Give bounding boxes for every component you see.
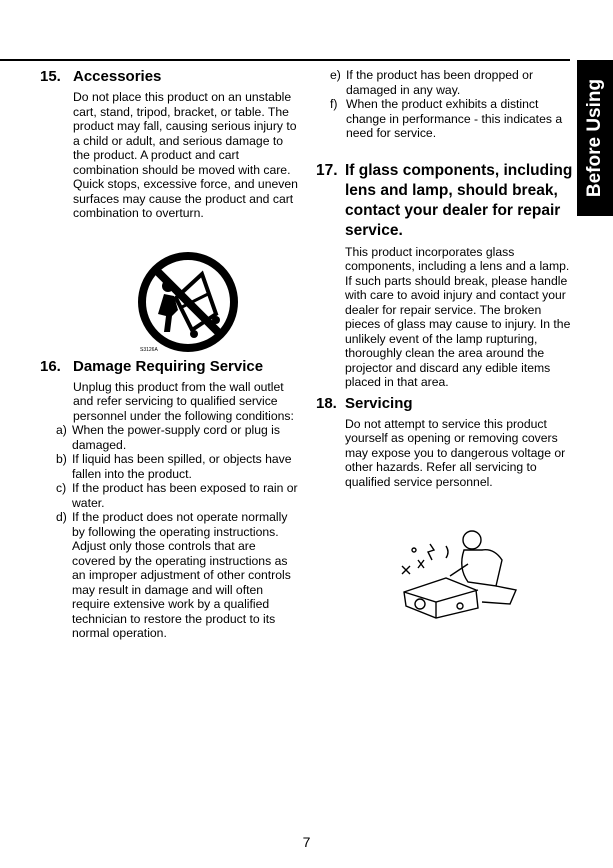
section-15-text: Do not place this product on an unstable cart, stand, tripod, bracket, or table. The product may fall, causing serious injury to a child or adult, and serious damage to the product. A product and cart combination should be moved with care. Quick stops, excessive force, and uneven surfaces may cause the product and cart combination to overturn. [73, 90, 298, 220]
section-17-number: 17. [316, 161, 338, 179]
servicing-hazard-illustration [398, 520, 520, 620]
cart-figure-code: S3126A [140, 347, 158, 353]
cart-tipover-warning-icon [136, 250, 240, 354]
section-18 [316, 395, 574, 490]
right-column [316, 68, 574, 489]
section-15-title: Accessories [73, 68, 162, 85]
section-15-number: 15. [40, 68, 61, 85]
header-rule [0, 59, 570, 61]
list-item-e: e) If the product has been dropped or damaged in any way. [330, 68, 534, 97]
list-item-c: c) If the product has been exposed to rain or water. [56, 481, 298, 510]
section-18-number: 18. [316, 394, 337, 412]
section-16-text: Unplug this product from the wall outlet and refer servicing to qualified service personnel under the following conditions: [73, 379, 294, 423]
list-item-d: d) If the product does not operate normally by following the operating instructions. Adjust only those controls that are covered by the operating instructions as an improper adjustment of other controls may result in damage and will often require extensive work by a qualified technician to restore the product to its normal operation. [56, 510, 291, 640]
section-16 [40, 358, 300, 641]
section-16-number: 16. [40, 357, 61, 375]
section-15 [40, 68, 300, 221]
section-18-text: Do not attempt to service this product yourself as opening or removing covers may expose you to dangerous voltage or other hazards. Refer all servicing to qualified service personnel. [345, 416, 566, 489]
section-17-text: This product incorporates glass components, including a lens and a lamp. If such parts should break, please handle with care to avoid injury and contact your dealer for repair service. The broken pieces of glass may cause to injury. In the unlikely event of the lamp rupturing, thoroughly clean the area around the projector and discard any edible items placed in that area. [345, 244, 571, 389]
list-item-b: b) If liquid has been spilled, or objects have fallen into the product. [56, 452, 292, 481]
list-item-f: f) When the product exhibits a distinct change in performance - this indicates a need for service. [330, 97, 563, 140]
page-number: 7 [302, 834, 311, 850]
side-tab-label: Before Using [584, 78, 605, 198]
side-tab [577, 60, 613, 216]
section-18-title: Servicing [345, 394, 413, 412]
section-17-title: If glass components, including lens and lamp, should break, contact your dealer for repair service. [345, 161, 573, 239]
section-16-title: Damage Requiring Service [73, 357, 264, 375]
left-column [40, 68, 300, 641]
list-item-a: a) When the power-supply cord or plug is damaged. [56, 423, 280, 452]
section-17 [316, 161, 574, 390]
